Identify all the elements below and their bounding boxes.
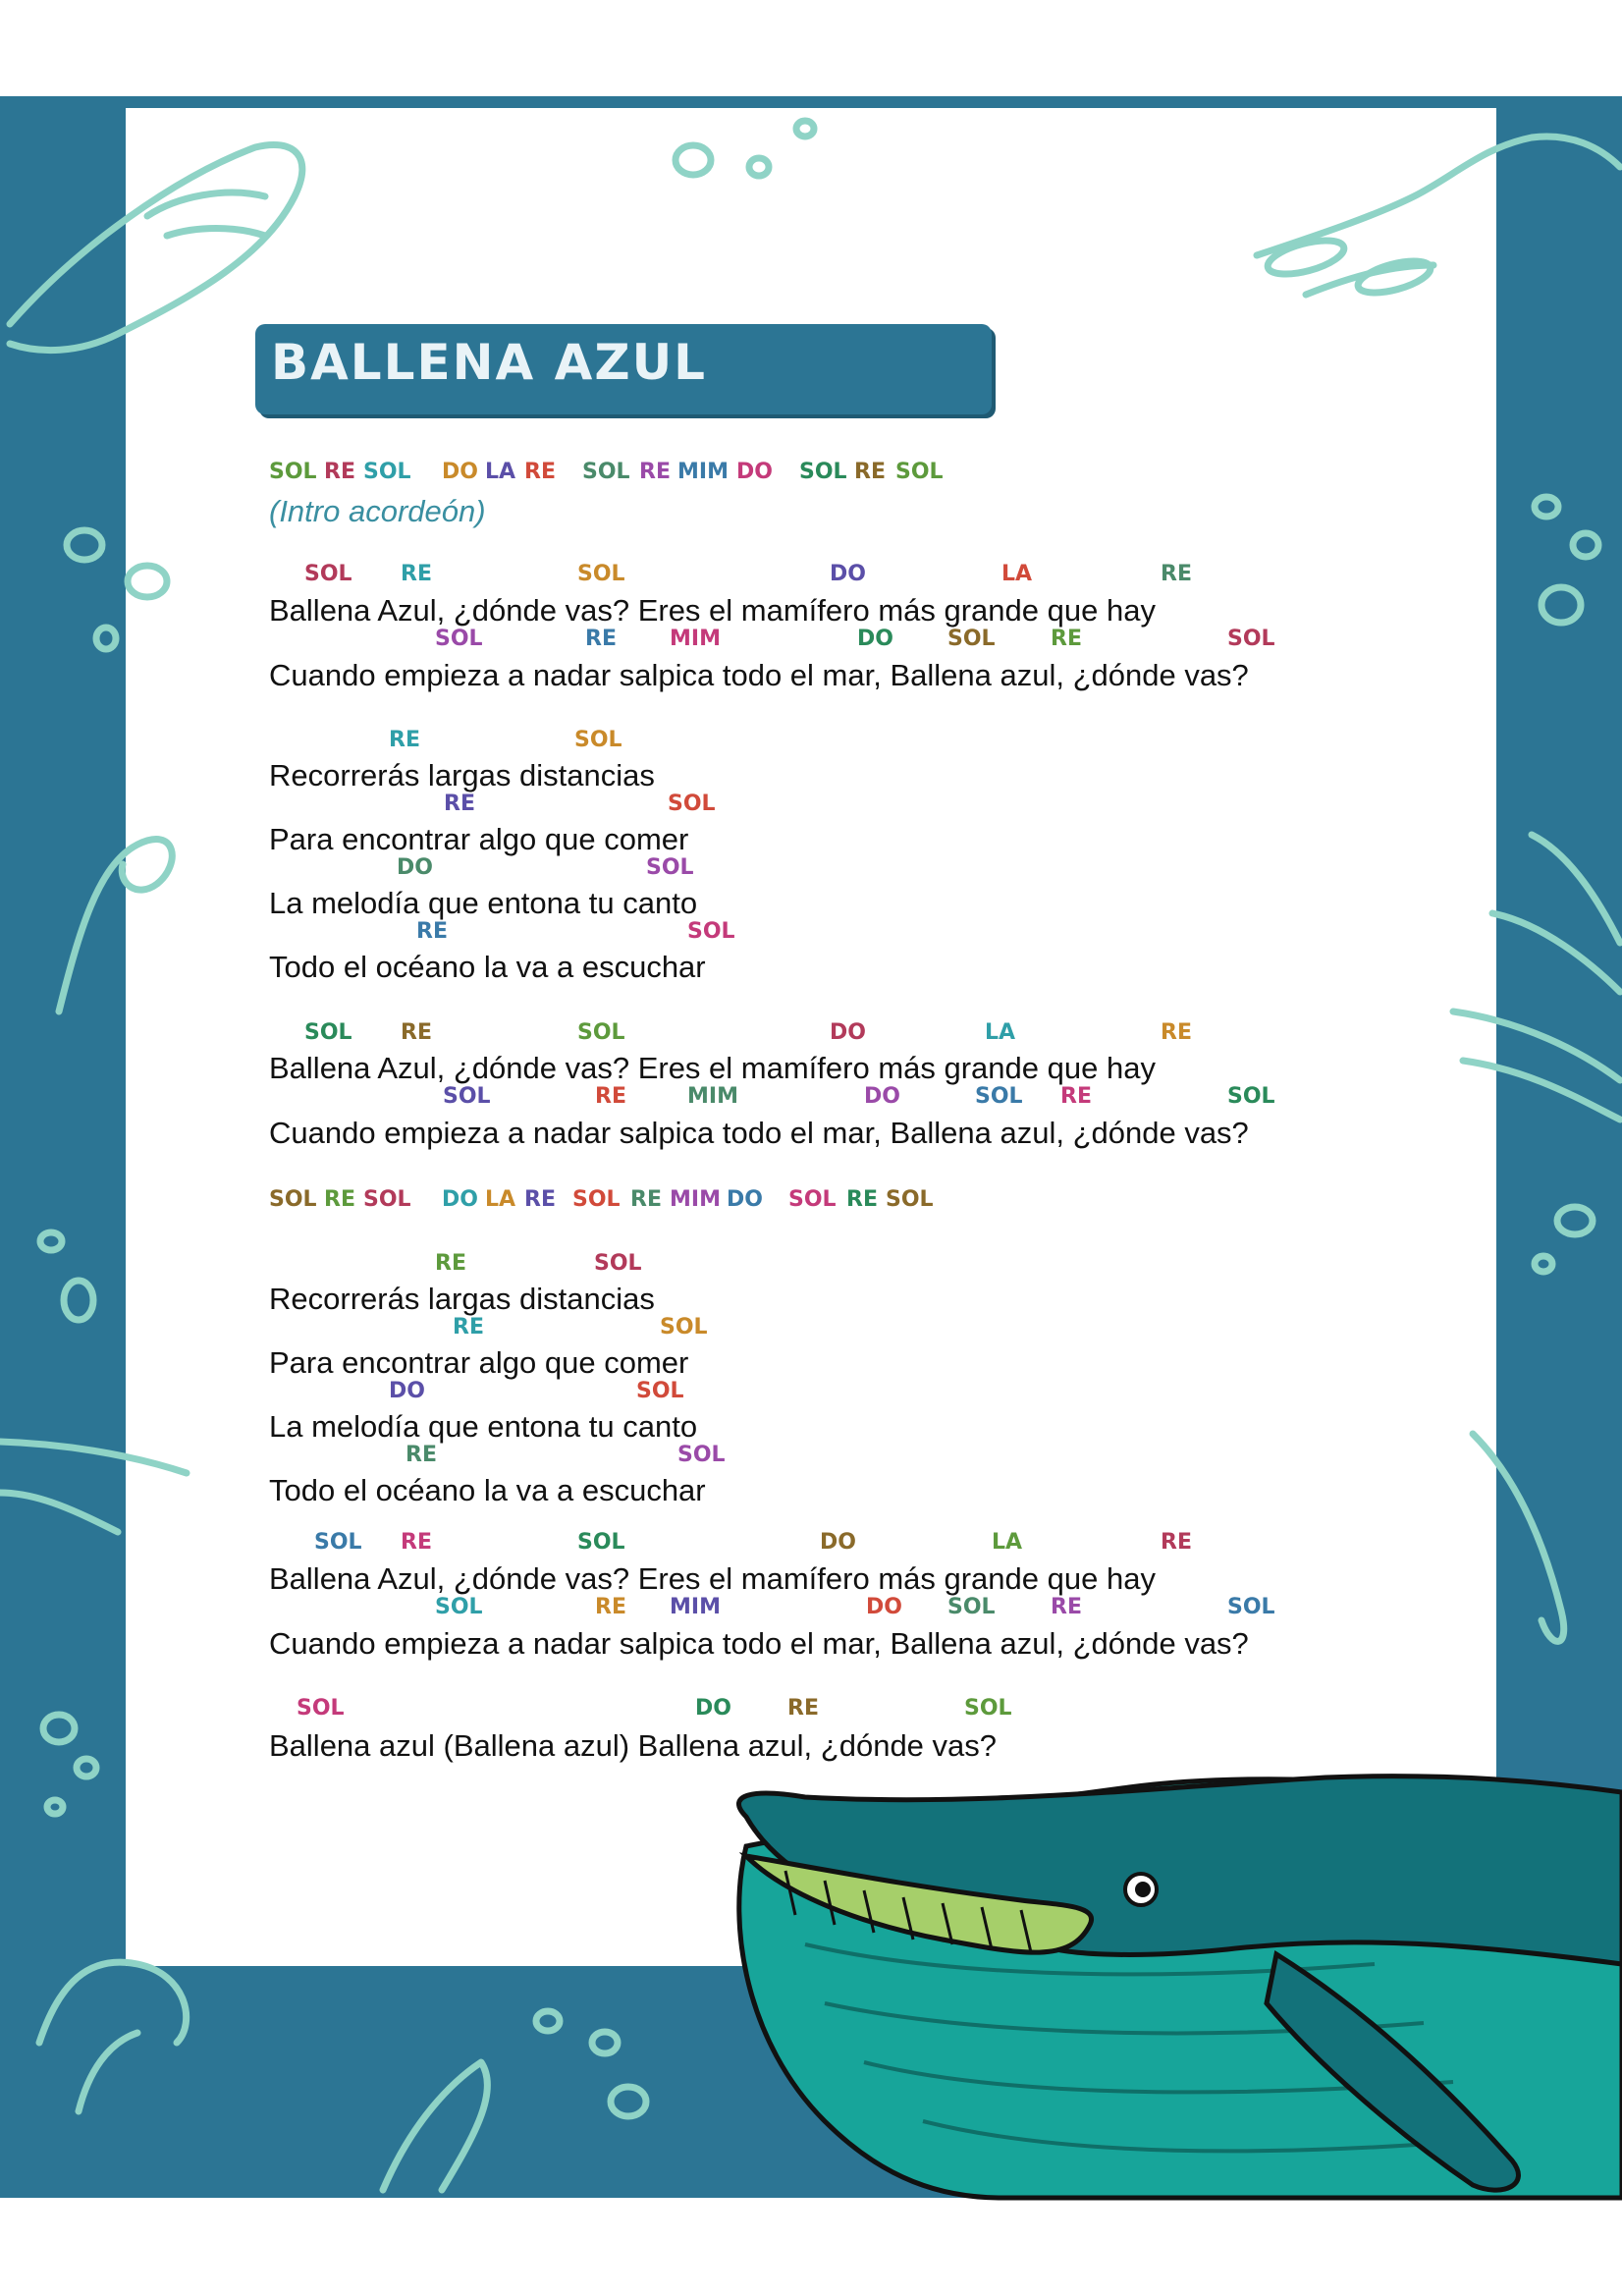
lyric-line: Cuando empieza a nadar salpica todo el mar, Ballena azul, ¿dónde vas? (269, 658, 1249, 692)
chord-label: SOL (304, 1020, 352, 1045)
chord-label: SOL (687, 919, 735, 944)
chord-label: LA (985, 1020, 1016, 1045)
chord-label: SOL (886, 1187, 934, 1212)
chord-label: RE (444, 792, 475, 816)
chord-label: SOL (677, 1443, 726, 1467)
lyric-line: Recorrerás largas distancias (269, 1282, 655, 1316)
chord-label: SOL (577, 562, 625, 586)
chord-label: SOL (964, 1696, 1012, 1721)
intro-label: (Intro acordeón) (269, 494, 486, 528)
chord-label: SOL (582, 460, 630, 484)
chord-label: RE (639, 460, 671, 484)
lyric-line: Recorrerás largas distancias (269, 758, 655, 793)
chord-label: MIM (670, 1187, 721, 1212)
chord-label: MIM (677, 460, 729, 484)
chord-label: DO (736, 460, 773, 484)
lyric-line: Todo el océano la va a escuchar (269, 950, 706, 984)
chord-label: LA (1001, 562, 1033, 586)
chord-label: RE (389, 728, 420, 752)
chord-label: SOL (435, 627, 483, 651)
chord-label: RE (524, 1187, 556, 1212)
chord-label: SOL (297, 1696, 345, 1721)
chord-label: RE (1051, 627, 1082, 651)
chord-label: LA (485, 460, 516, 484)
chord-label: RE (324, 460, 355, 484)
chord-label: RE (854, 460, 886, 484)
chord-label: DO (830, 1020, 866, 1045)
chord-label: SOL (363, 460, 411, 484)
chord-label: SOL (577, 1530, 625, 1555)
chord-label: RE (585, 627, 617, 651)
chord-label: SOL (1227, 1595, 1275, 1619)
chord-label: MIM (670, 627, 721, 651)
chord-label: DO (866, 1595, 902, 1619)
chord-label: DO (864, 1084, 900, 1109)
chord-label: SOL (660, 1315, 708, 1339)
lyric-line: Ballena Azul, ¿dónde vas? Eres el mamífero más grande que hay (269, 1051, 1156, 1085)
chord-label: RE (1060, 1084, 1092, 1109)
chord-label: RE (401, 562, 432, 586)
chord-label: RE (435, 1251, 466, 1276)
chord-label: SOL (636, 1379, 684, 1403)
chord-label: RE (1161, 562, 1192, 586)
chord-label: DO (695, 1696, 731, 1721)
chord-label: SOL (443, 1084, 491, 1109)
chord-label: SOL (435, 1595, 483, 1619)
chord-label: SOL (577, 1020, 625, 1045)
lyric-line: Para encontrar algo que comer (269, 822, 689, 856)
lyric-line: Ballena azul (Ballena azul) Ballena azul, ¿dónde vas? (269, 1728, 998, 1763)
chord-label: SOL (363, 1187, 411, 1212)
chord-label: RE (1161, 1530, 1192, 1555)
chord-label: SOL (1227, 1084, 1275, 1109)
chord-label: SOL (269, 460, 317, 484)
chord-label: SOL (574, 728, 622, 752)
chord-label: RE (595, 1084, 626, 1109)
lyric-line: La melodía que entona tu canto (269, 1409, 698, 1444)
chord-label: SOL (975, 1084, 1023, 1109)
lyric-line: Todo el océano la va a escuchar (269, 1473, 706, 1507)
chord-label: DO (857, 627, 893, 651)
chord-label: RE (630, 1187, 662, 1212)
chord-label: DO (727, 1187, 763, 1212)
chord-label: DO (397, 855, 433, 880)
chord-label: RE (787, 1696, 819, 1721)
lyric-line: La melodía que entona tu canto (269, 886, 698, 920)
chord-label: LA (992, 1530, 1023, 1555)
chord-label: RE (1051, 1595, 1082, 1619)
chord-label: RE (324, 1187, 355, 1212)
lyric-line: Para encontrar algo que comer (269, 1345, 689, 1380)
chord-label: SOL (269, 1187, 317, 1212)
chord-label: SOL (947, 627, 996, 651)
chord-label: SOL (1227, 627, 1275, 651)
chord-label: LA (485, 1187, 516, 1212)
chord-label: MIM (687, 1084, 738, 1109)
chord-label: RE (524, 460, 556, 484)
chord-label: SOL (668, 792, 716, 816)
chord-label: SOL (947, 1595, 996, 1619)
lyric-line: Cuando empieza a nadar salpica todo el mar, Ballena azul, ¿dónde vas? (269, 1116, 1249, 1150)
chord-label: SOL (572, 1187, 621, 1212)
chord-label: DO (442, 1187, 478, 1212)
chord-label: SOL (788, 1187, 837, 1212)
chord-label: RE (401, 1020, 432, 1045)
chord-label: SOL (646, 855, 694, 880)
lyric-line: Ballena Azul, ¿dónde vas? Eres el mamífero más grande que hay (269, 593, 1156, 628)
lyric-line: Cuando empieza a nadar salpica todo el mar, Ballena azul, ¿dónde vas? (269, 1626, 1249, 1661)
chord-label: RE (401, 1530, 432, 1555)
chord-label: RE (416, 919, 448, 944)
chord-label: SOL (594, 1251, 642, 1276)
chord-label: RE (406, 1443, 437, 1467)
lyric-line: Ballena Azul, ¿dónde vas? Eres el mamífero más grande que hay (269, 1561, 1156, 1596)
chord-label: RE (453, 1315, 484, 1339)
chord-label: DO (820, 1530, 856, 1555)
chord-label: SOL (895, 460, 944, 484)
chord-label: SOL (314, 1530, 362, 1555)
chord-label: SOL (304, 562, 352, 586)
chord-label: RE (1161, 1020, 1192, 1045)
chord-label: RE (846, 1187, 878, 1212)
chord-label: MIM (670, 1595, 721, 1619)
chord-label: DO (442, 460, 478, 484)
page-title: BALLENA AZUL (271, 334, 708, 391)
chord-label: DO (389, 1379, 425, 1403)
chord-label: RE (595, 1595, 626, 1619)
chord-label: DO (830, 562, 866, 586)
chord-label: SOL (799, 460, 847, 484)
